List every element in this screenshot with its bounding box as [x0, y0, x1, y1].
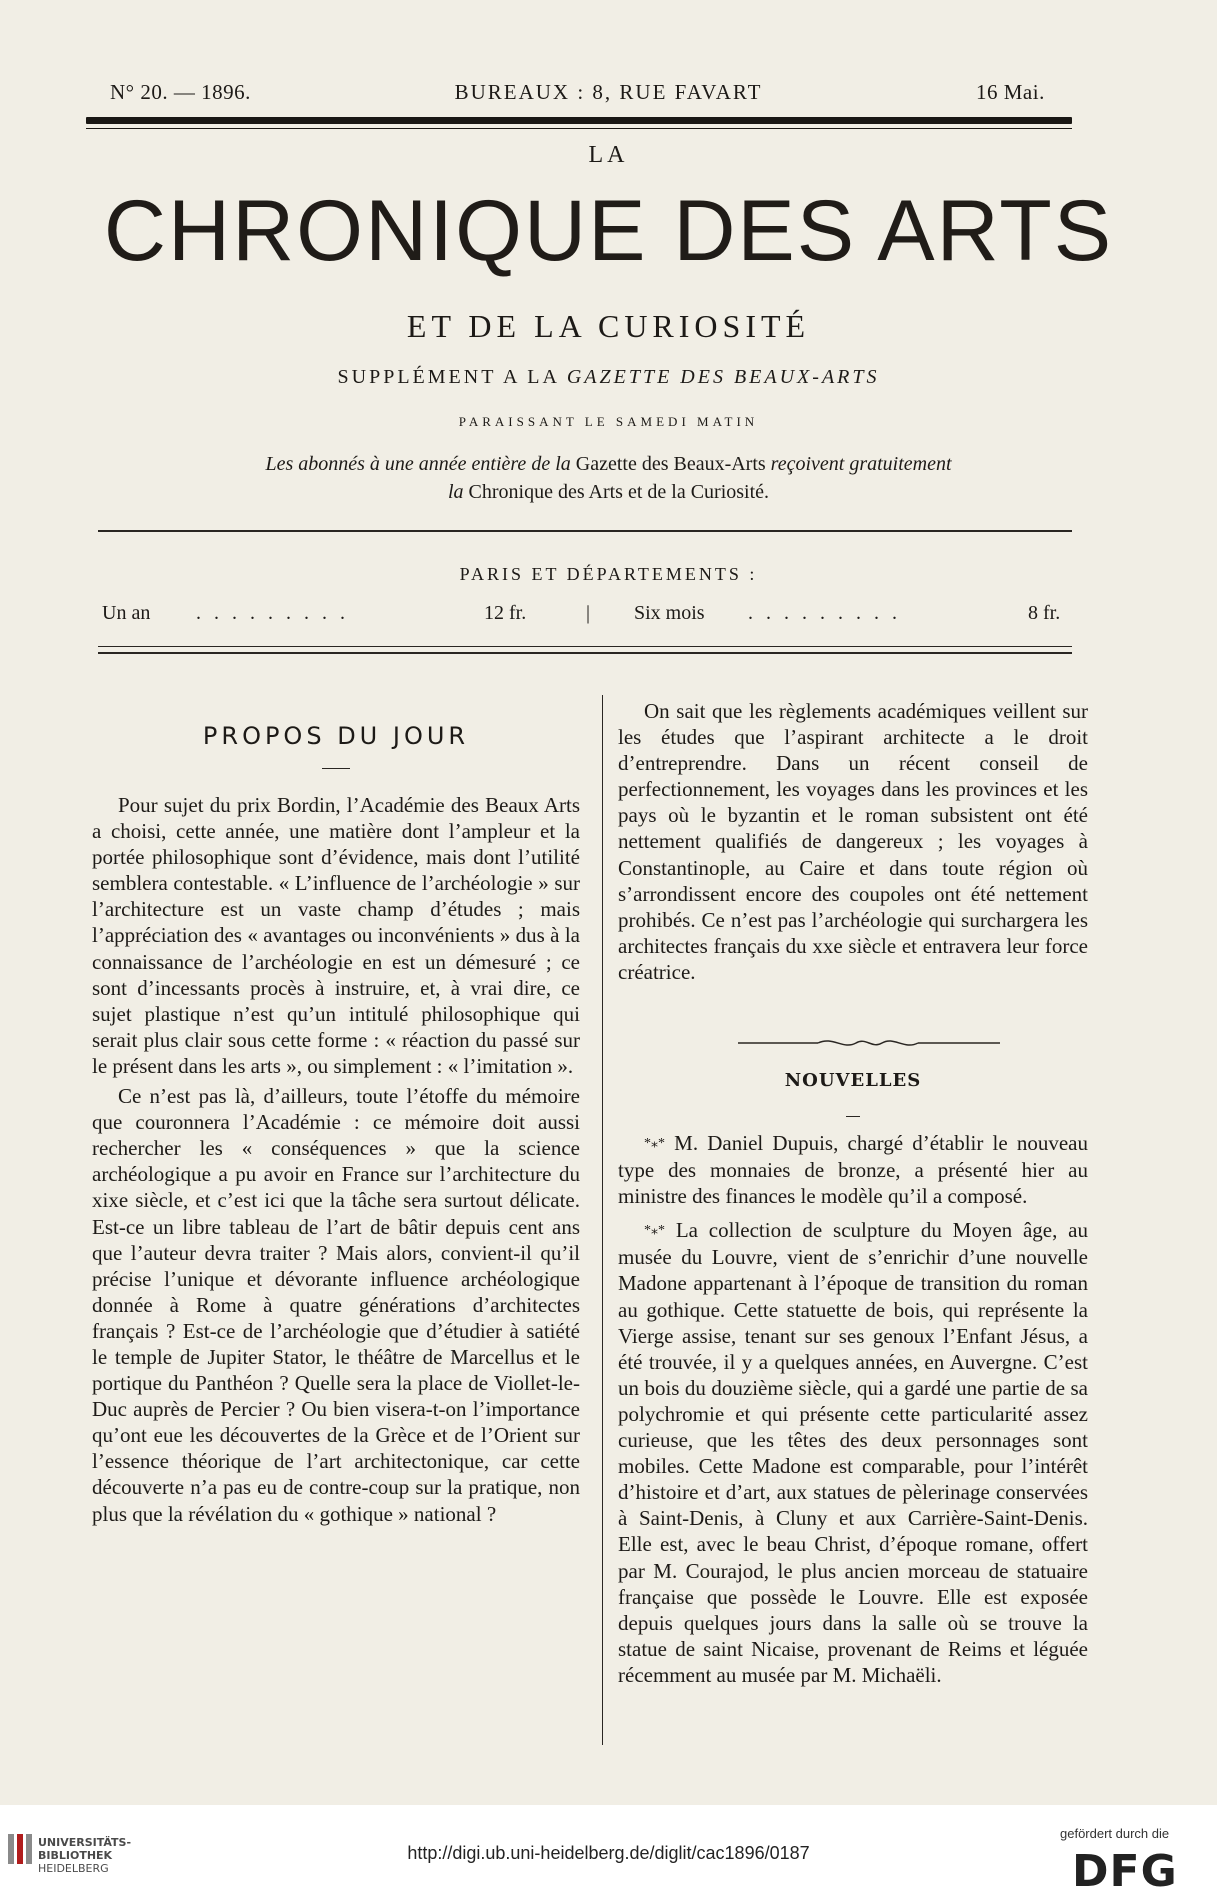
issue-date: 16 Mai. [976, 80, 1045, 104]
price-half-dots: . . . . . . . . . [748, 602, 901, 624]
masthead-rule [98, 530, 1072, 532]
propos-heading: PROPOS DU JOUR [202, 722, 470, 750]
notice-part-1: Les abonnés à une année entière de la [265, 453, 571, 475]
notice-part-4: la [447, 481, 464, 503]
masthead-title: CHRONIQUE DES ARTS [103, 183, 1114, 279]
article-continued [618, 698, 1088, 985]
library-line: HEIDELBERG [38, 1862, 109, 1875]
ornament-divider [738, 1036, 1000, 1050]
news-stars: *⁎* [644, 1223, 665, 1239]
library-line: BIBLIOTHEK [38, 1849, 113, 1862]
price-separator: | [586, 602, 591, 624]
masthead-subtitle: ET DE LA CURIOSITÉ [406, 308, 811, 344]
price-year-value: 12 fr. [484, 602, 527, 624]
news-list [618, 1130, 1088, 1688]
column-separator [602, 695, 603, 1745]
news-text: La collection de sculpture du Moyen âge, au musée du Louvre, vient de s’enrichir d’une nouvelle Madone appartenant à l’époque de transition du roman au gothique. Cette statuette de bois, qui représente la Vierge assise, tenant sur ses genoux l’Enfant Jésus, a été trouvée, il y a quelques années, en Auvergne. C’est un bois du douzième siècle, qui a gardé une partie de sa polychromie et qui présente cette particularité assez curieuse, que les têtes des deux personnages sont mobiles. Cette Madone est comparable, pour l’intérêt d’histoire et d’art, aux statues de pèlerinage conservées à Saint-Denis, à Cluny et aux Carrière-Saint-Denis. Elle est, avec le beau Christ, d’époque romane, offert par M. Courajod, le plus ancien morceau de statuaire française que possède le Louvre. Elle est exposée depuis quelques jours dans la salle où se trouve la statue de saint Nicaise, provenant de Reims et léguée récemment au musée par M. Michaëli. [618, 1218, 1089, 1687]
subscription-heading: PARIS ET DÉPARTEMENTS : [459, 564, 758, 584]
article-paragraph: On sait que les règlements académiques veillent sur les études que l’aspirant architecte a le droit d’entreprendre. Dans un récent conseil de perfectionnement, les voyages dans les provinces et les pays où le byzantin et le roman subsistent ont été nettement qualifiés de dangereux ; les voyages à Constantinople, au Caire et dans toute région où s’arrondissent encore des coupoles ont été nettement prohibés. Ce n’est pas l’archéologie qui surchargera les architectes français du xxe siècle et entravera leur force créatrice. [618, 699, 1088, 984]
subscriber-notice [150, 450, 1067, 506]
notice-part-3: reçoivent gratuitement [770, 453, 952, 475]
price-year-label: Un an [102, 602, 151, 624]
price-year-dots: . . . . . . . . . [196, 602, 349, 624]
notice-part-5: Chronique des Arts et de la Curiosité. [468, 481, 770, 503]
funded-by-label: gefördert durch die [1060, 1826, 1170, 1841]
source-url[interactable]: http://digi.ub.uni-heidelberg.de/diglit/cac1896/0187 [407, 1843, 810, 1863]
article-paragraph: Pour sujet du prix Bordin, l’Académie des Beaux Arts a choisi, cette année, une matière dont l’ampleur et la portée philosophique sont d’évidence, mais dont l’utilité semblera contestable. « L’influence de l’archéologie » sur l’architecture est un vaste champ d’études ; mais l’appréciation des « avantages ou inconvénients » dus à la connaissance de l’archéologie en est un démesuré ; ce sont d’incessants procès à instruire, et, à vrai dire, ce sujet plastique n’est qu’un intitulé philosophique qui serait plus clair sous cette forme : « réaction du passé sur le présent dans les arts », ou simplement : « l’imitation ». [92, 793, 580, 1078]
article-propos [92, 792, 580, 1527]
office-address: BUREAUX : 8, RUE FAVART [454, 80, 763, 104]
news-dash [846, 1116, 860, 1117]
header-rule [86, 117, 1072, 124]
news-item [618, 1130, 1088, 1209]
news-heading: NOUVELLES [784, 1070, 922, 1091]
article-paragraph: Ce n’est pas là, d’ailleurs, toute l’étoffe du mémoire que couronnera l’Académie : ce mémoire doit aussi rechercher les « conséquences » que la science archéologique a pu avoir en France sur l’architecture du xixe siècle, et c’est ici que la tâche sera surtout délicate. Est-ce un libre tableau de l’art de bâtir depuis cent ans que l’auteur devra traiter ? Mais alors, convient-il qu’il précise l’unique et dévorante influence archéologique donnée à Rome à quatre générations d’architectes français ? Est-ce de l’archéologie que d’étudier à satiété le temple de Jupiter Stator, le théâtre de Marcellus et le portique du Panthéon ? Quelle sera la place de Viollet-le-Duc auprès de Percier ? Ou bien visera-t-on l’importance qu’ont eue les découvertes de la Grèce et de l’Orient sur l’essence théorique de l’art architectonique, car cette découverte n’a pas eu de contre-coup sur la pratique, non plus que la révélation du « gothique » national ? [92, 1084, 580, 1526]
header-rule-thin [86, 128, 1072, 129]
news-item [618, 1217, 1088, 1688]
notice-part-2: Gazette des Beaux-Arts [575, 453, 766, 475]
masthead-la: LA [588, 142, 629, 168]
library-line: UNIVERSITÄTS- [38, 1836, 132, 1849]
publication-schedule: PARAISSANT LE SAMEDI MATIN [458, 414, 759, 429]
heading-dash [322, 768, 350, 769]
price-half-value: 8 fr. [1028, 602, 1061, 624]
price-rule-bottom [98, 652, 1072, 654]
price-half-label: Six mois [634, 602, 705, 624]
supplement-prefix: SUPPLÉMENT A LA [337, 366, 567, 388]
gazette-title: GAZETTE DES BEAUX-ARTS [566, 366, 880, 388]
news-stars: *⁎* [644, 1136, 665, 1151]
news-text: M. Daniel Dupuis, chargé d’établir le nouveau type des monnaies de bronze, a présenté hier au ministre des finances le modèle qu’il a composé. [618, 1131, 1089, 1209]
issue-number: N° 20. — 1896. [110, 80, 251, 104]
dfg-logo: DFG [1072, 1846, 1178, 1897]
supplement-line [0, 366, 1217, 389]
price-rule-top [98, 646, 1072, 647]
